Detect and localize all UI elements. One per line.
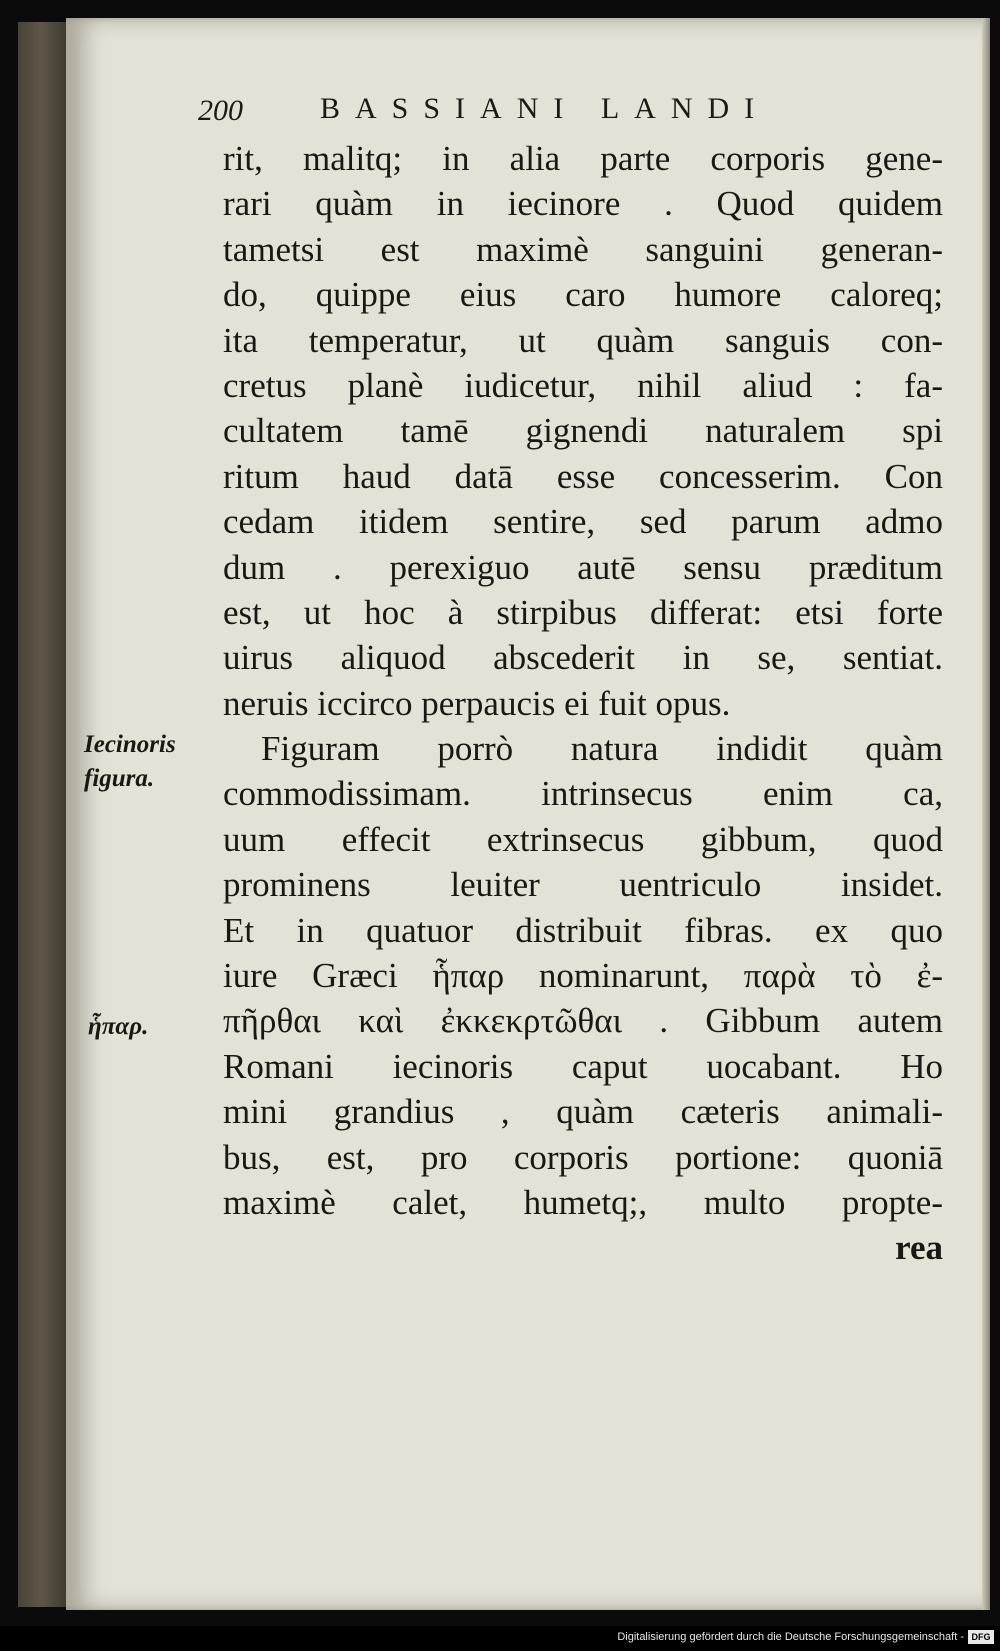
text-line: neruis iccirco perpaucis ei fuit opus. [223, 683, 731, 723]
text-line: commodissimam. intrinsecus enim ca, [223, 774, 943, 814]
margin-note-line: Iecinoris [84, 731, 176, 758]
margin-note-line: figura. [84, 765, 155, 792]
dfg-logo: DFG [968, 1630, 994, 1644]
text-line: cultatem tamē gignendi naturalem spi [223, 411, 943, 451]
text-line: mini grandius , quàm cæteris animali- [223, 1092, 943, 1132]
text-line: prominens leuiter uentriculo insidet. [223, 865, 943, 905]
text-line: Romani iecinoris caput uocabant. Ho [223, 1046, 943, 1086]
book-spine-edge [18, 22, 70, 1607]
page-fore-edge [982, 18, 990, 1610]
paragraph-start-line: Figuram porrò natura indidit quàm [261, 729, 943, 769]
text-line: do, quippe eius caro humore caloreq; [223, 275, 943, 315]
text-line: dum . perexiguo autē sensu præditum [223, 547, 943, 587]
text-line: cretus planè iudicetur, nihil aliud : fa- [223, 365, 943, 405]
text-line: ita temperatur, ut quàm sanguis con- [223, 320, 943, 360]
catchword: rea [895, 1228, 943, 1268]
text-line: tametsi est maximè sanguini generan- [223, 229, 943, 269]
body-text [223, 136, 943, 1271]
text-line: rari quàm in iecinore . Quod quidem [223, 184, 943, 224]
text-line: rit, malitq; in alia parte corporis gene- [223, 139, 943, 178]
text-line: est, ut hoc à stirpibus differat: etsi forte [223, 592, 943, 632]
text-line: πῆρθαι καὶ ἐκκεκρτῶθαι . Gibbum autem [223, 1001, 943, 1041]
running-title: BASSIANI LANDI [320, 92, 770, 125]
margin-note-figura [84, 728, 176, 796]
funding-credit: Digitalisierung gefördert durch die Deutsche Forschungsgemeinschaft - [617, 1631, 964, 1643]
page-number: 200 [198, 94, 243, 127]
text-line: Et in quatuor distribuit fibras. ex quo [223, 910, 943, 950]
digitization-footer [0, 1626, 1000, 1651]
text-line: maximè calet, humetq;, multo propte- [223, 1182, 943, 1222]
text-line: uirus aliquod abscederit in se, sentiat. [223, 638, 943, 678]
text-line: bus, est, pro corporis portione: quoniā [223, 1137, 943, 1177]
text-line: iure Græci ἧπαρ nominarunt, παρὰ τὸ ἐ- [223, 956, 943, 996]
text-line: cedam itidem sentire, sed parum admo [223, 502, 943, 542]
text-line: ritum haud datā esse concesserim. Con [223, 456, 943, 496]
text-line: uum effecit extrinsecus gibbum, quod [223, 819, 943, 859]
margin-note-hepar: ἧπαρ. [88, 1013, 149, 1040]
